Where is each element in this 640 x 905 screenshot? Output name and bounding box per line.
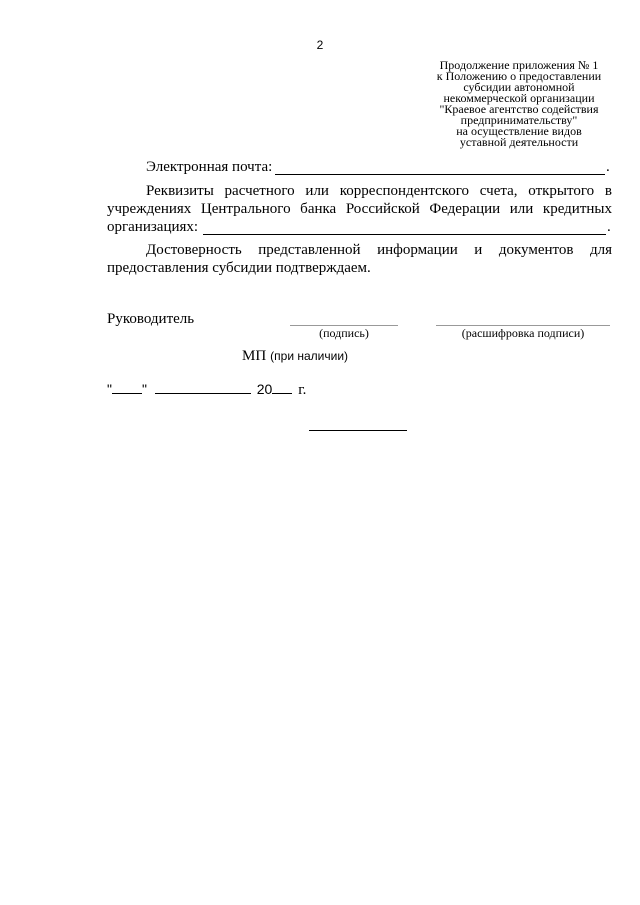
date-year-prefix: 20 [256,381,273,397]
appendix-line: субсидии автономной [463,80,575,94]
date-year-suffix: г. [298,382,307,398]
head-role-label: Руководитель [107,311,195,327]
appendix-line: некоммерческой организации [443,91,595,105]
signature-caption: (подпись) [319,326,369,340]
seal-note [242,347,348,365]
seal-caption: (при наличии) [270,349,349,363]
page-number: 2 [316,38,324,52]
bank-details-field[interactable] [203,218,606,235]
confirmation-line: предоставления субсидии подтверждаем. [107,260,371,276]
bank-details-end: . [607,219,611,235]
appendix-line: уставной деятельности [459,135,579,149]
date-close-quote: " [141,381,147,397]
date-month-field[interactable] [155,381,251,394]
appendix-line: предпринимательству" [460,113,578,127]
appendix-line: Продолжение приложения № 1 [439,58,599,72]
bank-details-line: учреждениях Центрального банка Российской Федерации или кредитных [107,201,612,217]
appendix-line: на осуществление видов [456,124,582,138]
date-day-field[interactable] [112,381,142,394]
seal-label: МП [242,348,267,364]
appendix-header [404,60,634,148]
bank-details-line: Реквизиты расчетного или корреспондентского счета, открытого в [146,183,612,199]
appendix-line: к Положению о предоставлении [436,69,602,83]
email-label: Электронная почта: [146,159,273,175]
email-field[interactable] [275,158,605,175]
date-line [107,381,306,399]
email-end: . [606,159,610,175]
date-year-field[interactable] [272,381,292,394]
signature-decode-caption: (расшифровка подписи) [461,326,585,340]
appendix-line: "Краевое агентство содействия [439,102,599,116]
closing-divider [309,430,407,431]
date-open-quote: " [107,381,112,397]
bank-details-label: организациях: [107,219,199,235]
confirmation-line: Достоверность представленной информации и документов для [146,242,612,258]
